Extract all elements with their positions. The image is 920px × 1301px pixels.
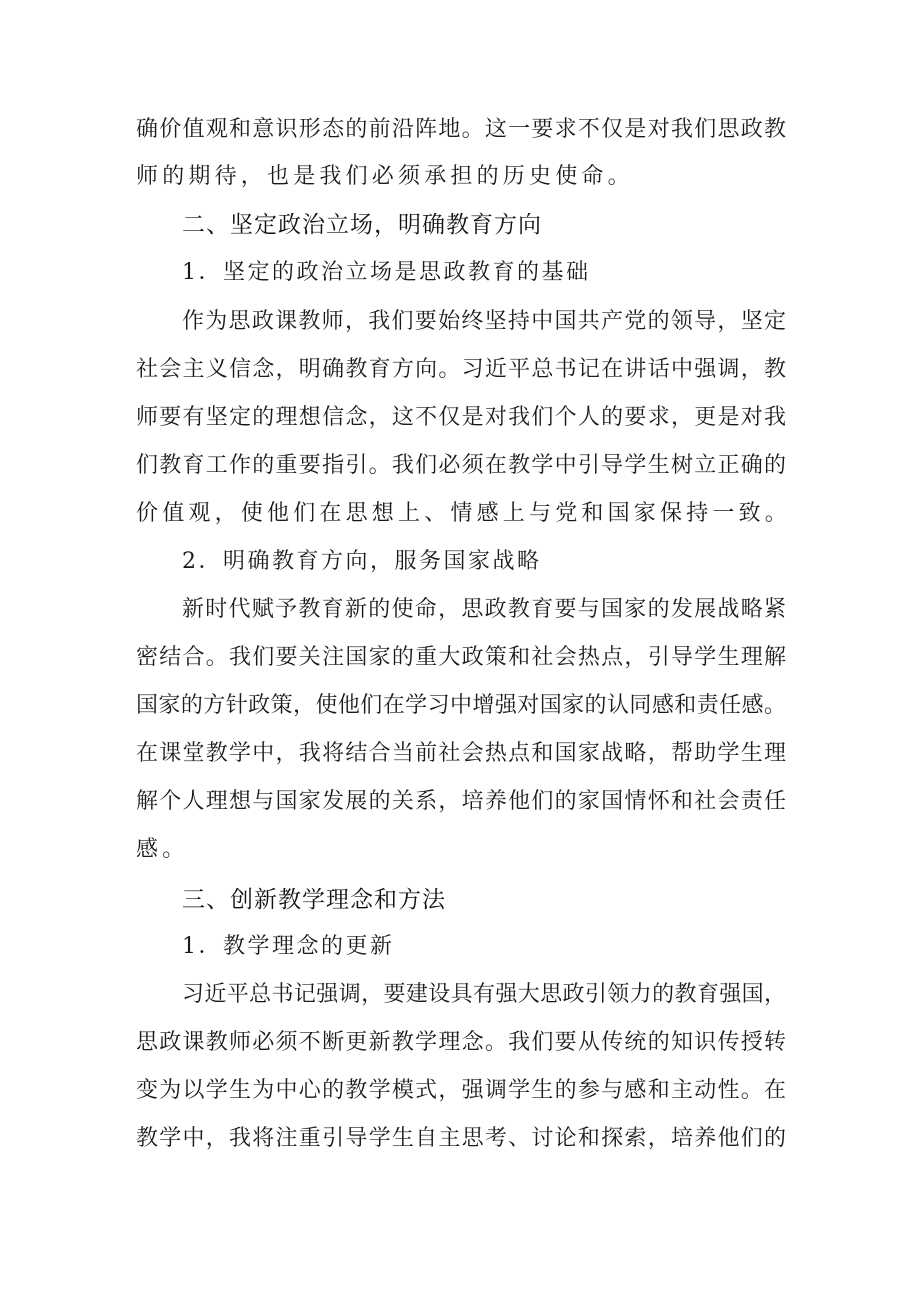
paragraph-line: 教学中，我将注重引导学生自主思考、讨论和探索，培养他们的 [136, 1126, 786, 1151]
paragraph-line: 价值观，使他们在思想上、情感上与党和国家保持一致。 [136, 501, 792, 526]
section-heading: 二、坚定政治立场，明确教育方向 [182, 212, 542, 238]
paragraph-line: 思政课教师必须不断更新教学理念。我们要从传统的知识传授转 [136, 1030, 786, 1055]
subsection-title: 1．坚定的政治立场是思政教育的基础 [182, 260, 591, 285]
paragraph-line: 作为思政课教师，我们要始终坚持中国共产党的领导，坚定 [182, 309, 786, 334]
paragraph-line: 确价值观和意识形态的前沿阵地。这一要求不仅是对我们思政教 [136, 117, 786, 142]
paragraph-line: 社会主义信念，明确教育方向。习近平总书记在讲话中强调，教 [136, 357, 786, 382]
paragraph-line: 感。 [136, 837, 189, 862]
paragraph-line: 在课堂教学中，我将结合当前社会热点和国家战略，帮助学生理 [136, 741, 786, 766]
subsection-title: 1．教学理念的更新 [182, 934, 395, 959]
paragraph-line: 师要有坚定的理想信念，这不仅是对我们个人的要求，更是对我 [136, 405, 786, 430]
paragraph-line: 解个人理想与国家发展的关系，培养他们的家国情怀和社会责任 [136, 789, 786, 814]
paragraph-line: 密结合。我们要关注国家的重大政策和社会热点，引导学生理解 [136, 645, 786, 670]
paragraph-line: 们教育工作的重要指引。我们必须在教学中引导学生树立正确的 [136, 453, 786, 478]
paragraph-line: 新时代赋予教育新的使命，思政教育要与国家的发展战略紧 [182, 597, 786, 622]
paragraph-line: 国家的方针政策，使他们在学习中增强对国家的认同感和责任感。 [136, 693, 786, 718]
subsection-title: 2．明确教育方向，服务国家战略 [182, 549, 542, 574]
paragraph-line: 师的期待，也是我们必须承担的历史使命。 [136, 164, 634, 189]
section-heading: 三、创新教学理念和方法 [182, 887, 446, 913]
paragraph-line: 变为以学生为中心的教学模式，强调学生的参与感和主动性。在 [136, 1078, 786, 1103]
paragraph-line: 习近平总书记强调，要建设具有强大思政引领力的教育强国， [182, 982, 786, 1007]
